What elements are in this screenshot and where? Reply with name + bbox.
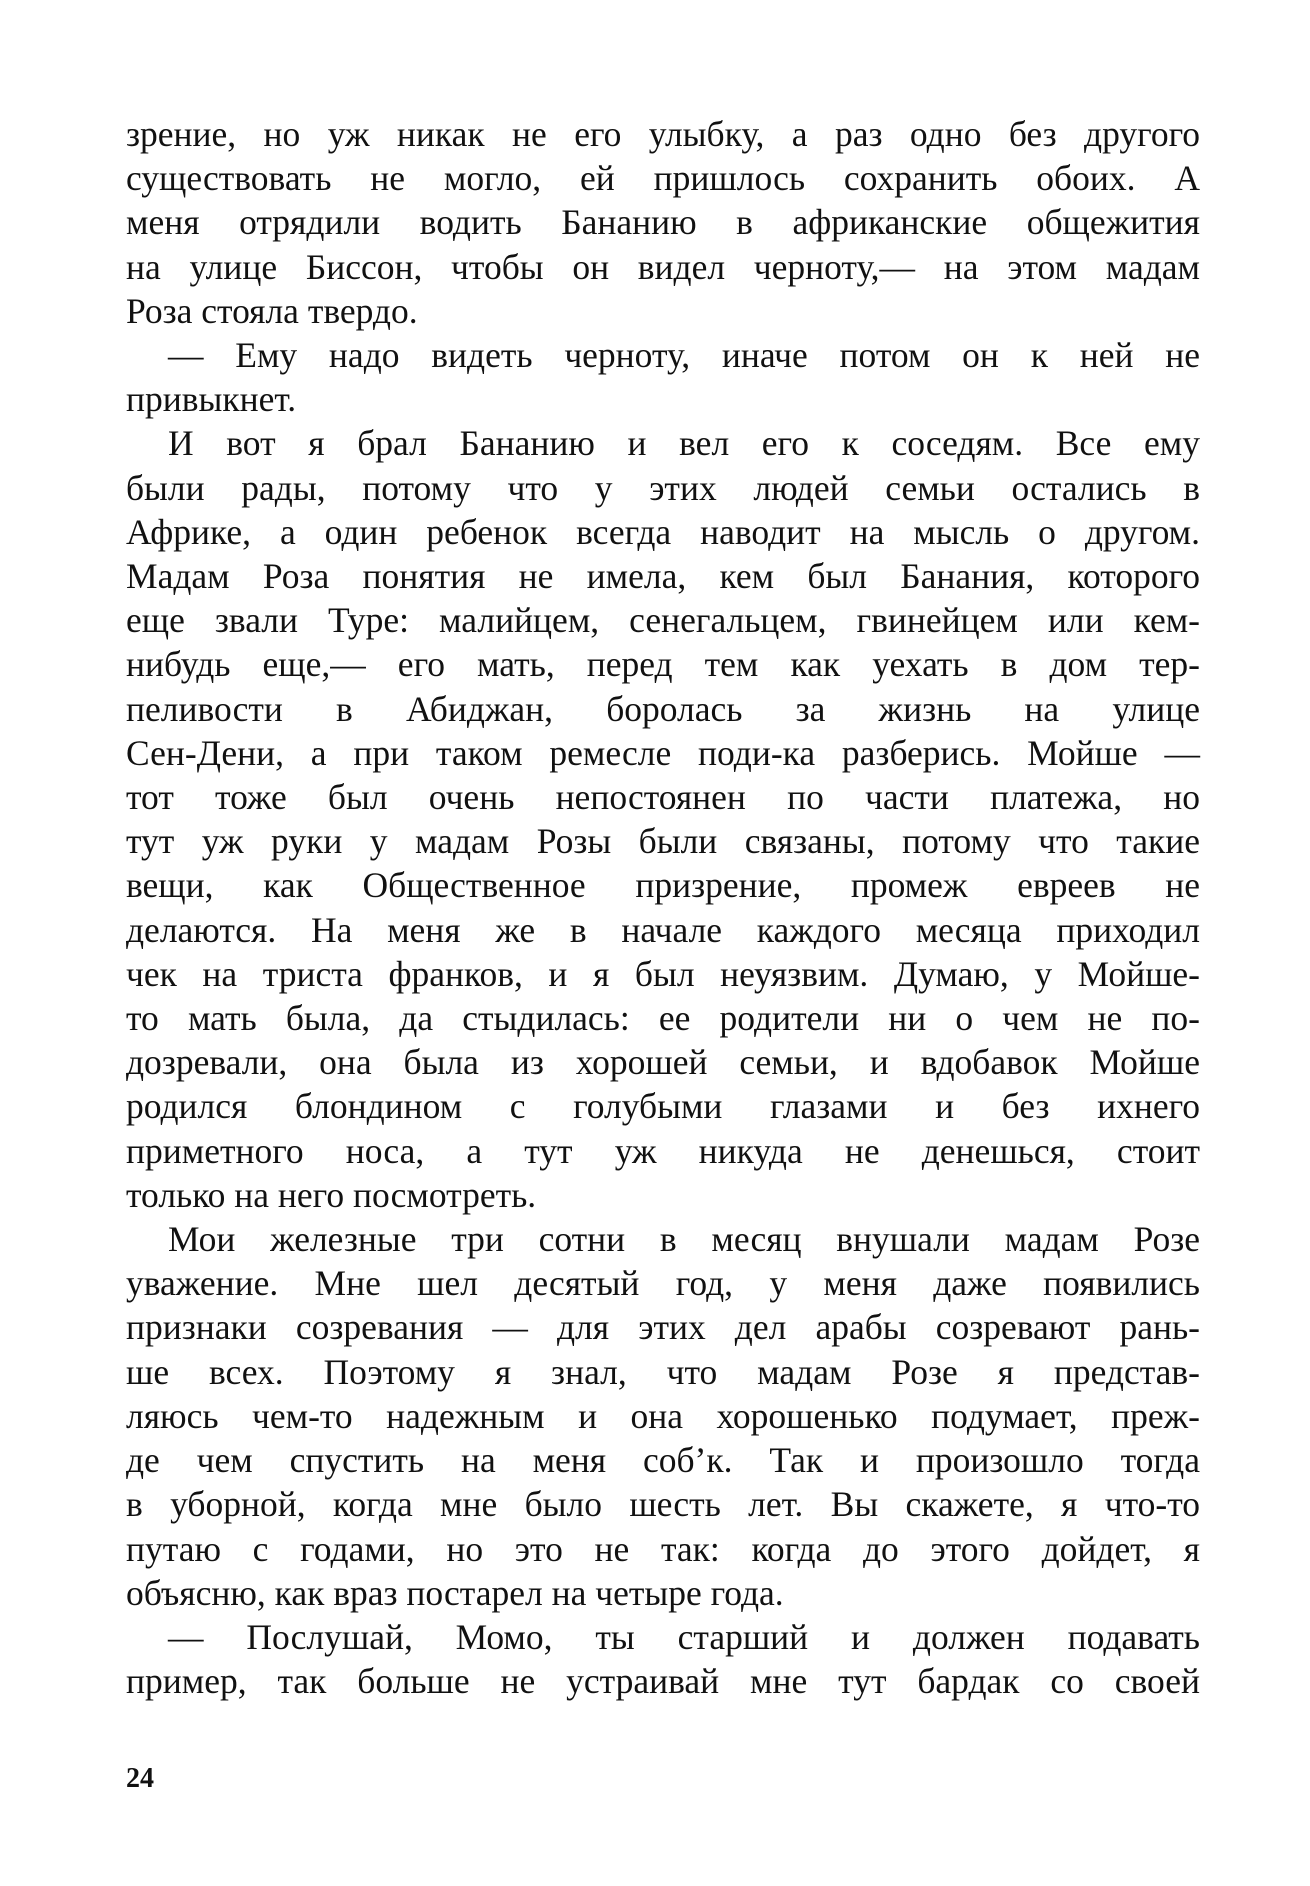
text-line: де чем спустить на меня соб’к. Так и произошло тогда [126, 1440, 1200, 1481]
text-line: тот тоже был очень непостоянен по части платежа, но [126, 777, 1200, 818]
text-line: Роза стояла твердо. [126, 290, 418, 331]
text-line: — Ему надо видеть черноту, иначе потом он к ней не [168, 335, 1200, 376]
paragraph [126, 1217, 1200, 1615]
text-line: привыкнет. [126, 379, 297, 420]
text-line: Сен-Дени, а при таком ремесле поди-ка разберись. Мойше — [126, 732, 1200, 773]
text-line: ляюсь чем-то надежным и она хорошенько подумает, преж- [126, 1395, 1200, 1436]
text-line: уважение. Мне шел десятый год, у меня даже появились [126, 1263, 1200, 1304]
text-line: Африке, а один ребенок всегда наводит на мысль о другом. [126, 511, 1200, 552]
text-line: путаю с годами, но это не так: когда до этого дойдет, я [126, 1528, 1200, 1569]
text-line: в уборной, когда мне было шесть лет. Вы скажете, я что-то [126, 1484, 1200, 1525]
text-line: И вот я брал Бананию и вел его к соседям. Все ему [168, 423, 1200, 464]
paragraph [126, 1615, 1200, 1703]
text-line: пример, так больше не устраивай мне тут бардак со своей [126, 1661, 1200, 1702]
text-line: пеливости в Абиджан, боролась за жизнь на улице [126, 688, 1200, 729]
body-text [126, 112, 1200, 1703]
text-line: существовать не могло, ей пришлось сохранить обоих. А [126, 158, 1200, 199]
paragraph [126, 112, 1200, 333]
text-line: — Послушай, Момо, ты старший и должен подавать [168, 1616, 1200, 1657]
text-line: на улице Биссон, чтобы он видел черноту,— на этом мадам [126, 246, 1200, 287]
text-line: только на него посмотреть. [126, 1174, 537, 1215]
paragraph [126, 421, 1200, 1217]
text-line: чек на триста франков, и я был неуязвим. Думаю, у Мойше- [126, 953, 1200, 994]
text-line: меня отрядили водить Бананию в африканские общежития [126, 202, 1200, 243]
text-line: зрение, но уж никак не его улыбку, а раз одно без другого [126, 114, 1200, 154]
text-line: приметного носа, а тут уж никуда не денешься, стоит [126, 1130, 1200, 1171]
text-line: тут уж руки у мадам Розы были связаны, потому что такие [126, 821, 1200, 862]
text-line: делаются. На меня же в начале каждого месяца приходил [126, 909, 1200, 950]
text-line: дозревали, она была из хорошей семьи, и вдобавок Мойше [126, 1042, 1200, 1083]
text-line: вещи, как Общественное призрение, промеж евреев не [126, 865, 1200, 906]
text-line: были рады, потому что у этих людей семьи остались в [126, 467, 1200, 508]
text-line: то мать была, да стыдилась: ее родители ни о чем не по- [126, 998, 1200, 1039]
text-line: еще звали Туре: малийцем, сенегальцем, гвинейцем или кем- [126, 600, 1200, 641]
text-line: Мои железные три сотни в месяц внушали мадам Розе [168, 1219, 1200, 1260]
text-line: объясню, как враз постарел на четыре года. [126, 1572, 784, 1613]
text-line: нибудь еще,— его мать, перед тем как уехать в дом тер- [126, 644, 1200, 685]
text-line: ше всех. Поэтому я знал, что мадам Розе я представ- [126, 1351, 1200, 1392]
text-line: признаки созревания — для этих дел арабы созревают рань- [126, 1307, 1200, 1348]
page-number: 24 [126, 1763, 154, 1794]
text-line: Мадам Роза понятия не имела, кем был Банания, которого [126, 556, 1200, 597]
text-line: родился блондином с голубыми глазами и без ихнего [126, 1086, 1200, 1127]
paragraph [126, 333, 1200, 421]
